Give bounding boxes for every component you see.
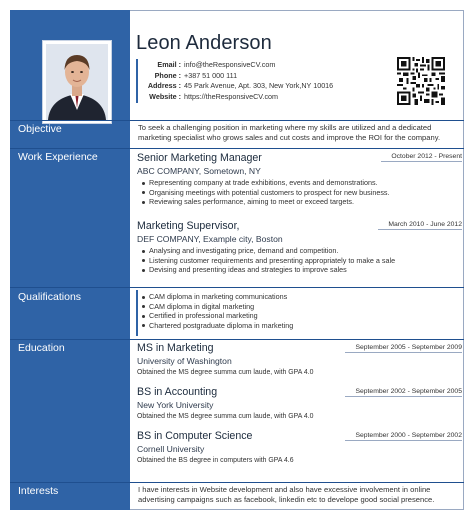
section-divider [10, 120, 464, 121]
interests-text: I have interests in Website development and also have excessive involvement in online advertising campaigns such as facebook, linkedin etc to develope good social presence. [138, 485, 435, 505]
contact-address-row [142, 81, 333, 92]
section-title-work-experience: Work Experience [18, 151, 98, 163]
school-name: New York University [137, 400, 214, 410]
list-item: CAM diploma in digital marketing [142, 302, 293, 312]
job-duties-list [142, 178, 390, 207]
candidate-name: Leon Anderson [136, 32, 272, 54]
degree-note: Obtained the MS degree summa cum laude, with GPA 4.0 [137, 413, 314, 420]
list-item: Reviewing sales performance, aiming to meet or exceed targets. [142, 197, 390, 207]
section-divider [10, 148, 464, 149]
section-title-objective: Objective [18, 123, 62, 135]
list-item: Certified in professional marketing [142, 311, 293, 321]
section-title-interests: Interests [18, 485, 59, 497]
job-title: Senior Marketing Manager [137, 152, 262, 164]
job-company: DEF COMPANY, Example city, Boston [137, 234, 283, 244]
section-divider [10, 482, 464, 483]
contact-label: Email : [157, 60, 181, 69]
section-divider [10, 339, 464, 340]
education-dates: September 2002 - September 2005 [355, 388, 462, 395]
section-title-qualifications: Qualifications [18, 291, 82, 303]
contact-accent-bar [136, 59, 138, 103]
person-portrait-icon [46, 44, 108, 120]
education-dates: September 2005 - September 2009 [355, 344, 462, 351]
phone-value: +387 51 000 111 [184, 70, 238, 80]
degree-title: BS in Accounting [137, 386, 218, 398]
website-link[interactable]: https://theResponsiveCV.com [184, 91, 279, 101]
list-item: Chartered postgraduate diploma in marketing [142, 321, 293, 331]
qualifications-list [142, 292, 293, 330]
degree-note: Obtained the BS degree in computers with GPA 4.6 [137, 457, 294, 464]
list-item: Analysing and investigating price, demand and competition. [142, 246, 395, 256]
list-item: Devising and presenting ideas and strategies to improve sales [142, 265, 395, 275]
school-name: Cornell University [137, 444, 205, 454]
education-dates: September 2000 - September 2002 [355, 432, 462, 439]
job-duties-list [142, 246, 395, 275]
email-link[interactable]: info@theResponsiveCV.com [184, 60, 276, 69]
profile-photo-frame [42, 40, 112, 124]
degree-note: Obtained the MS degree summa cum laude, with GPA 4.0 [137, 369, 314, 376]
profile-photo [46, 44, 108, 120]
objective-text: To seek a challenging position in marketing where my skills are utilized and a dedicated marketing specialist who grows sales and cut costs and improve the ROI for the company. [138, 123, 441, 143]
contact-phone-row [142, 71, 333, 82]
section-divider [10, 287, 464, 288]
list-item: Listening customer requirements and presenting appropriately to make a sale [142, 256, 395, 266]
contact-label: Website : [149, 91, 181, 101]
list-item: CAM diploma in marketing communications [142, 292, 293, 302]
list-item: Representing company at trade exhibitions, events and demonstrations. [142, 178, 390, 188]
contact-label: Address : [147, 81, 181, 91]
qualifications-accent-bar [136, 290, 138, 336]
degree-title: BS in Computer Science [137, 430, 253, 442]
contact-info [142, 60, 333, 102]
degree-title: MS in Marketing [137, 342, 214, 354]
list-item: Organising meetings with potential customers to prospect for new business. [142, 188, 390, 198]
job-company: ABC COMPANY, Sometown, NY [137, 166, 261, 176]
contact-email-row [142, 60, 333, 71]
school-name: University of Washington [137, 356, 232, 366]
job-title: Marketing Supervisor, [137, 220, 240, 232]
qr-code-icon [397, 57, 445, 105]
job-dates: October 2012 - Present [391, 153, 462, 160]
section-title-education: Education [18, 342, 65, 354]
job-dates: March 2010 - June 2012 [388, 221, 462, 228]
contact-label: Phone : [154, 70, 181, 80]
address-value: 45 Park Avenue, Apt. 303, New York,NY 10016 [184, 81, 334, 91]
contact-website-row [142, 92, 333, 103]
